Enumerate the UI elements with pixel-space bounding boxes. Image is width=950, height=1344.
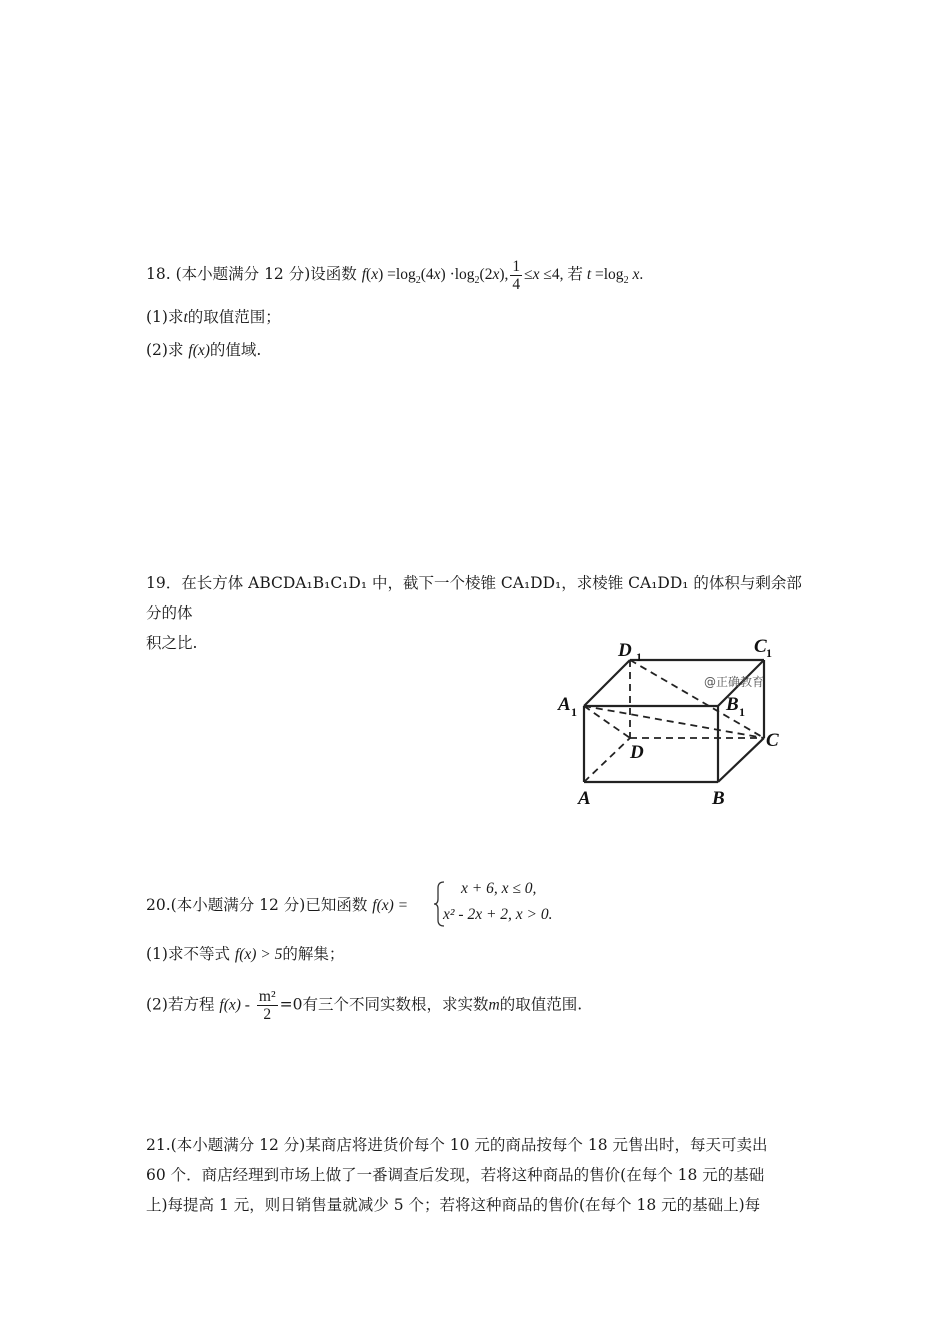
label-C1: C: [754, 636, 767, 657]
q18-t-var: t: [183, 309, 188, 326]
q21-line2: 60 个．商店经理到市场上做了一番调查后发现，若将这种商品的售价(在每个 18 元的基础: [146, 1166, 765, 1184]
q20-case1: x + 6, x ≤ 0,: [461, 880, 537, 897]
q18-part1: (1)求t的取值范围；: [146, 308, 281, 326]
q18-statement: [146, 258, 643, 293]
label-B1: B: [726, 694, 739, 715]
q20-statement: [146, 894, 408, 917]
label-D1: D: [618, 640, 632, 661]
q18-function: $f(x) =\log_2(4x) \cdot\log_2(2x)$, $\frac{1}{4}$ ≤x ≤4, 若 $t =\log_2$ x.: [361, 258, 644, 293]
q20-fx: f(x) =: [372, 897, 409, 914]
q21-statement: [146, 1130, 806, 1220]
label-C1-sub: 1: [766, 646, 772, 660]
label-A: A: [578, 788, 591, 809]
q18-fraction: $\frac{1}{4}$: [512, 258, 521, 293]
q20-part2-fx: f(x) -: [219, 996, 250, 1014]
q20-part1: (1)求不等式 f(x) > 5的解集；: [146, 945, 345, 963]
q19-line1: 19．在长方体 ABCDA₁B₁C₁D₁ 中，截下一个棱锥 CA₁DD₁，求棱锥 CA₁DD₁ 的体积与剩余部分的体: [146, 574, 802, 622]
label-D1-sub: 1: [636, 650, 642, 664]
q20-header: 20.(本小题满分 12 分)已知函数: [146, 896, 368, 914]
q20-m-fraction: $\frac{\text{m²}}{2}$: [258, 988, 276, 1023]
watermark-text: @正确教育: [704, 675, 765, 689]
label-B: B: [712, 788, 725, 809]
q21-line3: 上)每提高 1 元，则日销售量就减少 5 个；若将这种商品的售价(在每个 18 元的基础上)每: [146, 1196, 761, 1214]
q18-part2: (2)求 f(x)的值域.: [146, 341, 262, 359]
q20-case2: x² - 2x + 2, x > 0.: [443, 906, 553, 923]
q20-m-var: m: [488, 996, 500, 1014]
q19-line2: 积之比.: [146, 634, 198, 652]
q20-part2: (2)若方程 f(x) - $\frac{\text{m²}}{2}$ =0有三个不同实数根，求实数m的取值范围.: [146, 988, 583, 1023]
cuboid-figure: [548, 628, 798, 818]
q21-line1: 21.(本小题满分 12 分)某商店将进货价每个 10 元的商品按每个 18 元售出时，每天可卖出: [146, 1136, 768, 1154]
label-B1-sub: 1: [739, 705, 745, 719]
q20-inequality: f(x) > 5: [234, 946, 283, 963]
label-D: D: [630, 742, 644, 763]
label-A1: A: [558, 694, 571, 715]
q20-eq: =0: [279, 995, 303, 1014]
label-A1-sub: 1: [571, 705, 577, 719]
label-C: C: [766, 730, 779, 751]
q18-fx: f(x): [188, 342, 210, 359]
q18-header: (本小题满分 12 分)设函数: [175, 265, 357, 284]
q18-number: 18.: [146, 265, 171, 284]
